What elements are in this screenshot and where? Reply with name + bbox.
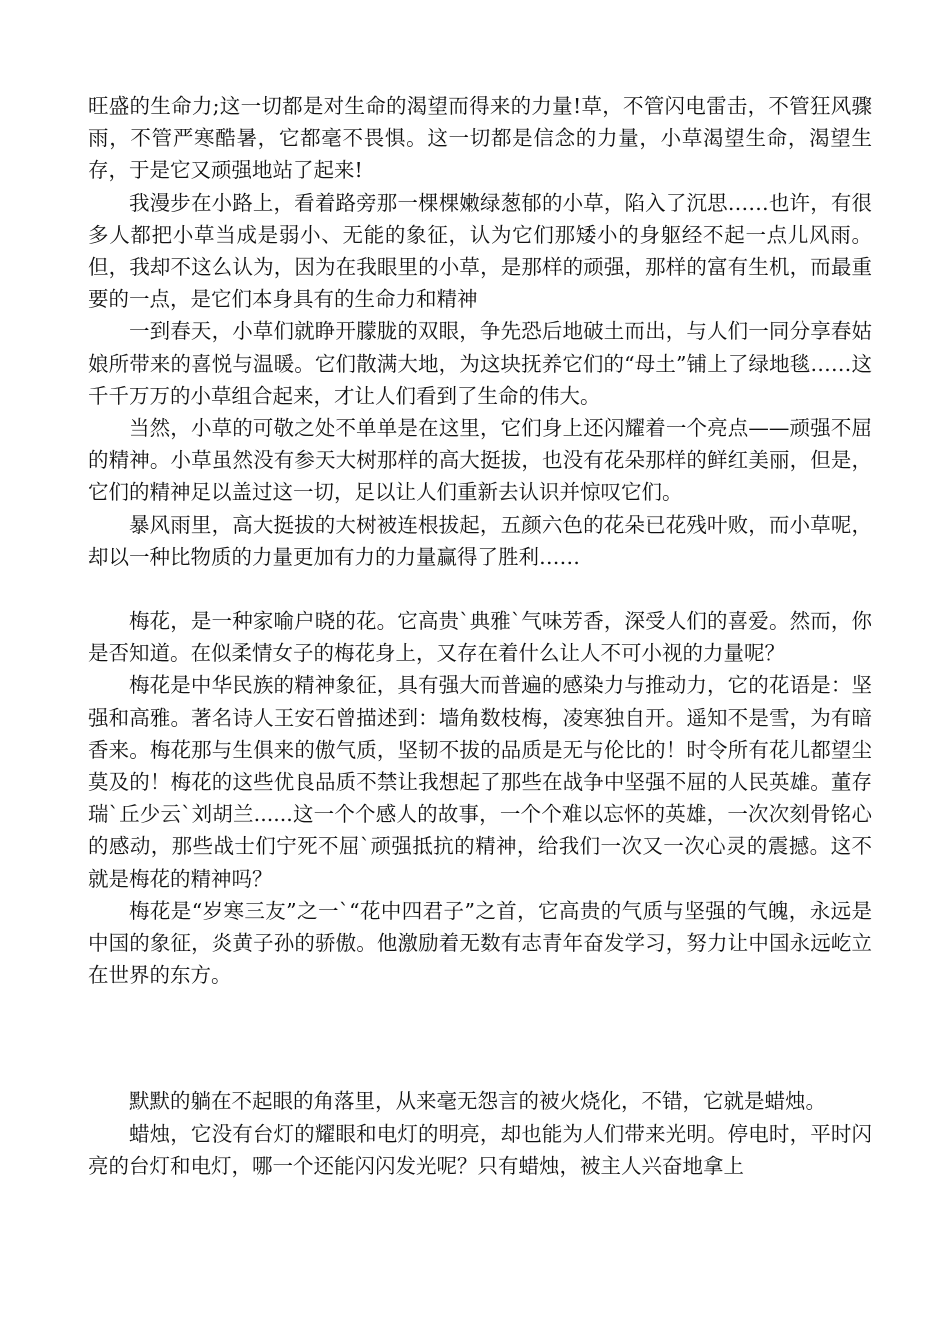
paragraph: 暴风雨里，高大挺拔的大树被连根拔起，五颜六色的花朵已花残叶败，而小草呢，却以一种比物质的力量更加有力的力量赢得了胜利…… — [88, 512, 872, 569]
candle-essay-section — [88, 1085, 872, 1182]
plum-blossom-essay-section — [88, 605, 872, 991]
paragraph: 默默的躺在不起眼的角落里，从来毫无怨言的被火烧化，不错，它就是蜡烛。 — [129, 1089, 826, 1114]
section-gap — [88, 573, 872, 605]
paragraph: 一到春天，小草们就睁开朦胧的双眼，争先恐后地破土而出，与人们一同分享春姑娘所带来的喜悦与温暖。它们散满大地，为这块抚养它们的“母土”铺上了绿地毯……这千千万万的小草组合起来，才让人们看到了生命的伟大。 — [88, 319, 872, 408]
paragraph: 梅花是“岁寒三友”之一`“花中四君子”之首，它高贵的气质与坚强的气魄，永远是中国的象征，炎黄子孙的骄傲。他激励着无数有志青年奋发学习，努力让中国永远屹立在世界的东方。 — [88, 898, 872, 988]
paragraph: 当然，小草的可敬之处不单单是在这里，它们身上还闪耀着一个亮点——顽强不屈的精神。小草虽然没有参天大树那样的高大挺拔，也没有花朵那样的鲜红美丽，但是，它们的精神足以盖过这一切，足以让人们重新去认识并惊叹它们。 — [88, 416, 872, 505]
paragraph: 我漫步在小路上，看着路旁那一棵棵嫩绿葱郁的小草，陷入了沉思……也许，有很多人都把小草当成是弱小、无能的象征，认为它们那矮小的身躯经不起一点儿风雨。但，我却不这么认为，因为在我眼里的小草，是那样的顽强，那样的富有生机，而最重要的一点，是它们本身具有的生命力和精神 — [88, 190, 872, 312]
grass-essay-section — [88, 90, 872, 573]
paragraph: 旺盛的生命力;这一切都是对生命的渴望而得来的力量!草，不管闪电雷击，不管狂风骤雨，不管严寒酷暑，它都毫不畏惧。这一切都是信念的力量，小草渴望生命，渴望生存，于是它又顽强地站了起来! — [88, 94, 872, 183]
section-gap — [88, 991, 872, 1085]
paragraph: 蜡烛，它没有台灯的耀眼和电灯的明亮，却也能为人们带来光明。停电时，平时闪亮的台灯和电灯，哪一个还能闪闪发光呢？只有蜡烛，被主人兴奋地拿上 — [88, 1121, 872, 1178]
document-page — [88, 90, 872, 1182]
paragraph: 梅花，是一种家喻户晓的花。它高贵`典雅`气味芳香，深受人们的喜爱。然而，你是否知道。在似柔情女子的梅花身上，又存在着什么让人不可小视的力量呢？ — [88, 609, 872, 666]
paragraph: 梅花是中华民族的精神象征，具有强大而普遍的感染力与推动力，它的花语是：坚强和高雅。著名诗人王安石曾描述到：墙角数枝梅，凌寒独自开。遥知不是雪，为有暗香来。梅花那与生俱来的傲气质，坚韧不拔的品质是无与伦比的！时令所有花儿都望尘莫及的！梅花的这些优良品质不禁让我想起了那些在战争中坚强不屈的人民英雄。董存瑞`丘少云`刘胡兰......这一个个感人的故事，一个个难以忘怀的英雄，一次次刻骨铭心的感动，那些战士们宁死不屈`顽强抵抗的精神，给我们一次又一次心灵的震撼。这不就是梅花的精神吗？ — [88, 673, 872, 891]
